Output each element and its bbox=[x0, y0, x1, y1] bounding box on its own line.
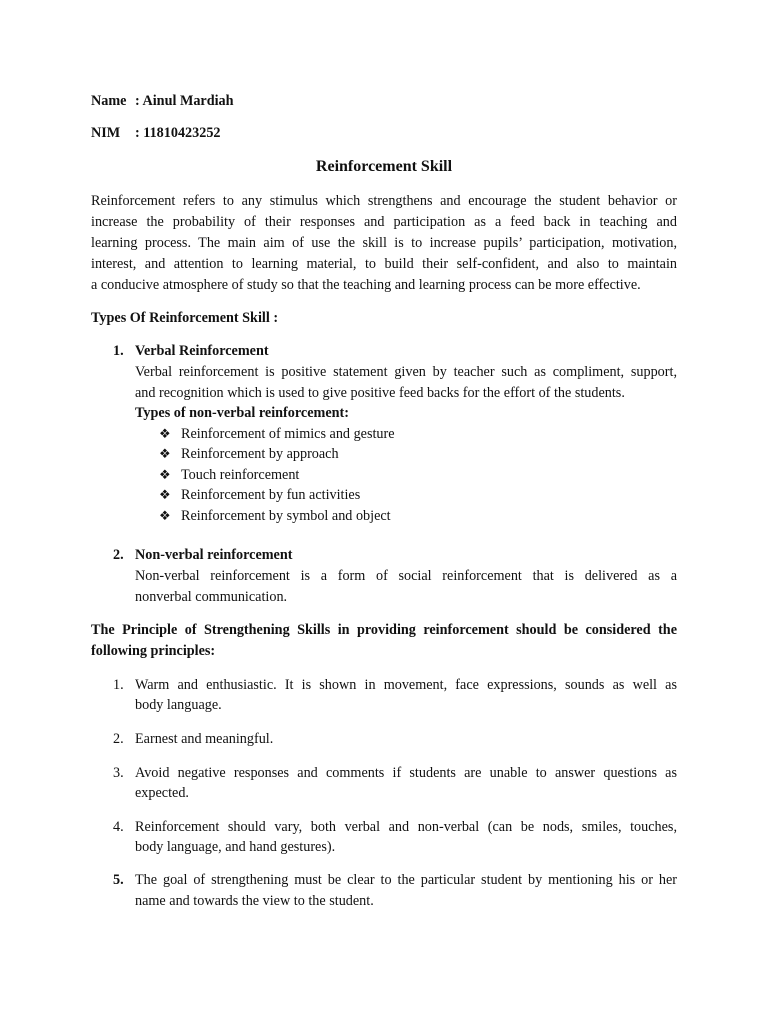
diamond-bullet-icon: ❖ bbox=[159, 446, 171, 461]
bullet-item: Reinforcement by fun activities bbox=[181, 487, 361, 503]
nonverbal-types-heading: Types of non-verbal reinforcement: bbox=[135, 405, 349, 421]
principle-heading: following principles: bbox=[91, 643, 216, 659]
types-heading: Types Of Reinforcement Skill : bbox=[91, 310, 279, 326]
diamond-bullet-icon: ❖ bbox=[159, 508, 171, 523]
principle-number: 3. bbox=[113, 765, 124, 781]
nonverbal-number: 2. bbox=[113, 547, 124, 563]
intro-line: interest, and attention to learning material, to build their self-confident, and also to maintain bbox=[91, 256, 677, 272]
bullet-item: Touch reinforcement bbox=[181, 467, 300, 483]
nonverbal-line: nonverbal communication. bbox=[135, 589, 288, 605]
intro-line: a conducive atmosphere of study so that the teaching and learning process can be more effective. bbox=[91, 277, 641, 293]
verbal-line: Verbal reinforcement is positive statement given by teacher such as compliment, support, bbox=[135, 364, 677, 380]
nonverbal-line: Non-verbal reinforcement is a form of social reinforcement that is delivered as a bbox=[135, 568, 677, 584]
verbal-number: 1. bbox=[113, 343, 124, 359]
verbal-heading: Verbal Reinforcement bbox=[135, 343, 269, 359]
principle-line: Earnest and meaningful. bbox=[135, 731, 274, 747]
principle-heading: The Principle of Strengthening Skills in providing reinforcement should be considered the bbox=[91, 622, 677, 638]
principle-line: name and towards the view to the student. bbox=[135, 893, 374, 909]
principle-line: body language, and hand gestures). bbox=[135, 839, 336, 855]
verbal-line: and recognition which is used to give positive feed backs for the effort of the students. bbox=[135, 385, 625, 401]
intro-line: increase the probability of their responses and participation as a feed back in teaching and bbox=[91, 214, 677, 230]
principle-number: 5. bbox=[113, 872, 124, 888]
page-title: Reinforcement Skill bbox=[315, 158, 453, 175]
diamond-bullet-icon: ❖ bbox=[159, 467, 171, 482]
intro-line: learning process. The main aim of use the skill is to increase pupils’ participation, motivation, bbox=[91, 235, 677, 251]
nim-value: : 11810423252 bbox=[135, 125, 221, 141]
bullet-item: Reinforcement by approach bbox=[181, 446, 339, 462]
intro-line: Reinforcement refers to any stimulus which strengthens and encourage the student behavior or bbox=[91, 193, 677, 209]
principle-line: Avoid negative responses and comments if students are unable to answer questions as bbox=[135, 765, 677, 781]
principle-number: 4. bbox=[113, 819, 124, 835]
principle-line: expected. bbox=[135, 785, 189, 801]
principle-number: 1. bbox=[113, 677, 124, 693]
principle-line: body language. bbox=[135, 697, 222, 713]
diamond-bullet-icon: ❖ bbox=[159, 426, 171, 441]
bullet-item: Reinforcement by symbol and object bbox=[181, 508, 391, 524]
principle-line: The goal of strengthening must be clear to the particular student by mentioning his or her bbox=[135, 872, 677, 888]
name-label: Name bbox=[91, 93, 127, 109]
principle-line: Warm and enthusiastic. It is shown in movement, face expressions, sounds as well as bbox=[135, 677, 677, 693]
bullet-item: Reinforcement of mimics and gesture bbox=[181, 426, 395, 442]
nonverbal-heading: Non-verbal reinforcement bbox=[135, 547, 293, 563]
name-value: : Ainul Mardiah bbox=[135, 93, 234, 109]
diamond-bullet-icon: ❖ bbox=[159, 487, 171, 502]
principle-number: 2. bbox=[113, 731, 124, 747]
nim-label: NIM bbox=[91, 125, 121, 141]
principle-line: Reinforcement should vary, both verbal and non-verbal (can be nods, smiles, touches, bbox=[135, 819, 677, 835]
